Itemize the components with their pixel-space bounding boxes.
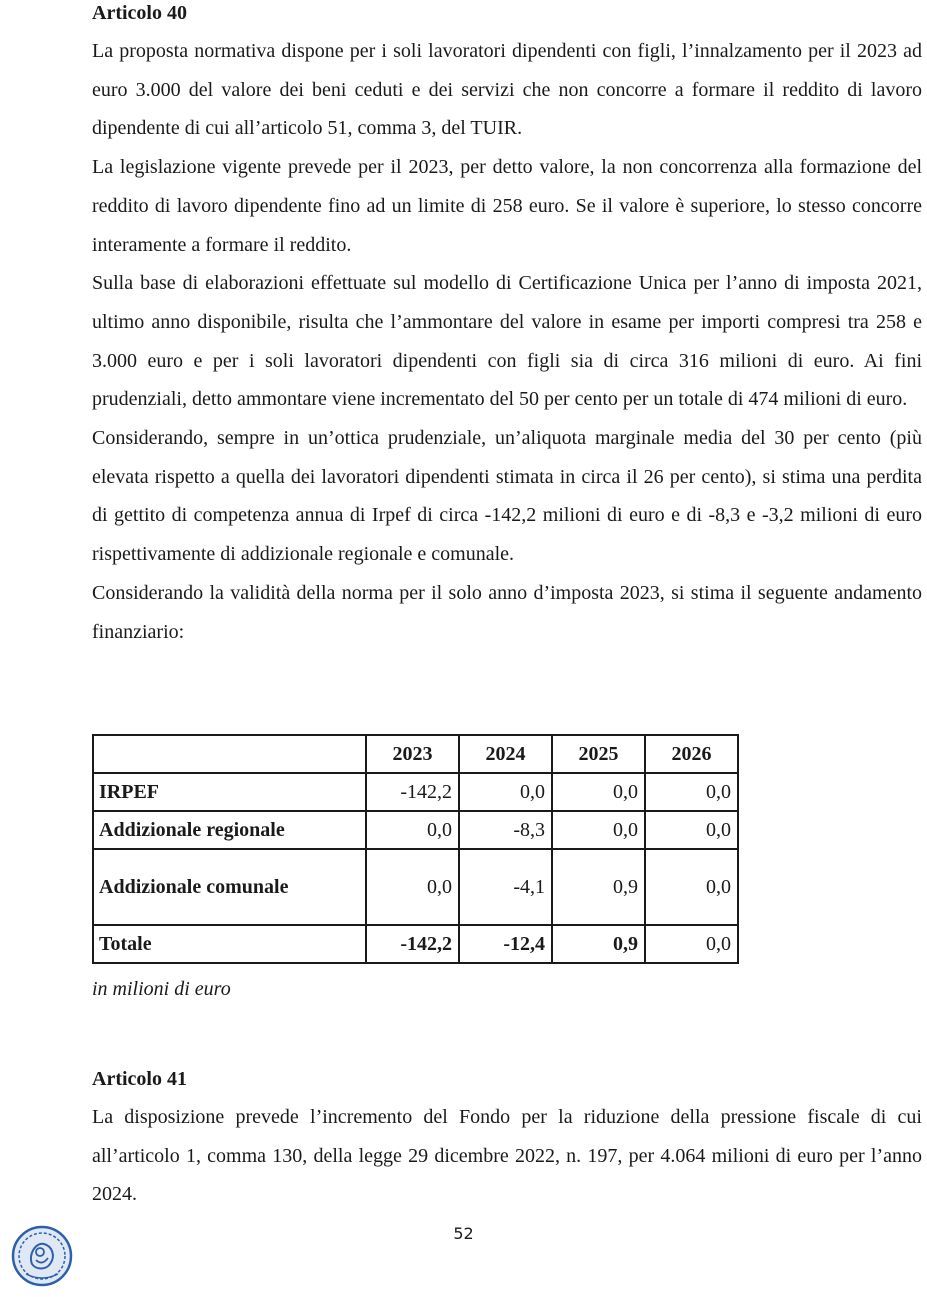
table-header-2024: 2024 <box>459 735 552 773</box>
table-cell: 0,0 <box>645 773 738 811</box>
table-cell: 0,0 <box>552 811 645 849</box>
table-cell: 0,9 <box>552 849 645 925</box>
table-cell: 0,0 <box>552 773 645 811</box>
article-41-paragraph-1: La disposizione prevede l’incremento del Fondo per la riduzione della pressione fiscale di cui all’articolo 1, comma 130, della legge 29 dicembre 2022, n. 197, per 4.064 milioni di euro per l’anno 2024. <box>92 1106 922 1206</box>
article-40-body <box>92 32 922 651</box>
table-cell: -4,1 <box>459 849 552 925</box>
table-cell: -12,4 <box>459 925 552 963</box>
institutional-seal-icon <box>10 1224 74 1288</box>
article-41-body <box>92 1098 922 1214</box>
financial-table-wrapper <box>92 734 739 964</box>
article-40-title: Articolo 40 <box>92 2 187 24</box>
article-40-paragraph-2: La legislazione vigente prevede per il 2023, per detto valore, la non concorrenza alla formazione del reddito di lavoro dipendente fino ad un limite di 258 euro. Se il valore è superiore, lo stesso concorre interamente a formare il reddito. <box>92 156 922 256</box>
table-cell: -8,3 <box>459 811 552 849</box>
row-label-totale: Totale <box>93 925 366 963</box>
table-cell: 0,0 <box>645 849 738 925</box>
article-40-paragraph-3: Sulla base di elaborazioni effettuate sul modello di Certificazione Unica per l’anno di imposta 2021, ultimo anno disponibile, risulta che l’ammontare del valore in esame per importi compresi tra 258 e 3.000 euro e per i soli lavoratori dipendenti con figli sia di circa 316 milioni di euro. Ai fini prudenziali, detto ammontare viene incrementato del 50 per cento per un totale di 474 milioni di euro. <box>92 272 922 411</box>
table-header-2025: 2025 <box>552 735 645 773</box>
page-number: 52 <box>453 1224 474 1243</box>
table-header-row <box>93 735 738 773</box>
table-cell: 0,0 <box>366 811 459 849</box>
table-row <box>93 849 738 925</box>
table-cell: 0,0 <box>645 811 738 849</box>
table-header-2026: 2026 <box>645 735 738 773</box>
table-header-corner <box>93 735 366 773</box>
row-label-addizionale-comunale: Addizionale comunale <box>93 849 366 925</box>
row-label-addizionale-regionale: Addizionale regionale <box>93 811 366 849</box>
table-cell: -142,2 <box>366 925 459 963</box>
table-row <box>93 811 738 849</box>
table-header-2023: 2023 <box>366 735 459 773</box>
article-40-paragraph-5: Considerando la validità della norma per il solo anno d’imposta 2023, si stima il seguente andamento finanziario: <box>92 581 922 643</box>
table-cell: 0,0 <box>366 849 459 925</box>
table-cell: -142,2 <box>366 773 459 811</box>
article-41-title: Articolo 41 <box>92 1068 187 1090</box>
table-caption: in milioni di euro <box>92 978 231 1000</box>
article-40-paragraph-4: Considerando, sempre in un’ottica prudenziale, un’aliquota marginale media del 30 per cento (più elevata rispetto a quella dei lavoratori dipendenti stimata in circa il 26 per cento), si stima una perdita di gettito di competenza annua di Irpef di circa -142,2 milioni di euro e di -8,3 e -3,2 milioni di euro rispettivamente di addizionale regionale e comunale. <box>92 427 922 566</box>
row-label-irpef: IRPEF <box>93 773 366 811</box>
table-row-total <box>93 925 738 963</box>
table-cell: 0,0 <box>645 925 738 963</box>
table-cell: 0,9 <box>552 925 645 963</box>
article-40-paragraph-1: La proposta normativa dispone per i soli lavoratori dipendenti con figli, l’innalzamento per il 2023 ad euro 3.000 del valore dei beni ceduti e dei servizi che non concorre a formare il reddito di lavoro dipendente di cui all’articolo 51, comma 3, del TUIR. <box>92 40 922 140</box>
table-row <box>93 773 738 811</box>
table-cell: 0,0 <box>459 773 552 811</box>
financial-table <box>92 734 739 964</box>
